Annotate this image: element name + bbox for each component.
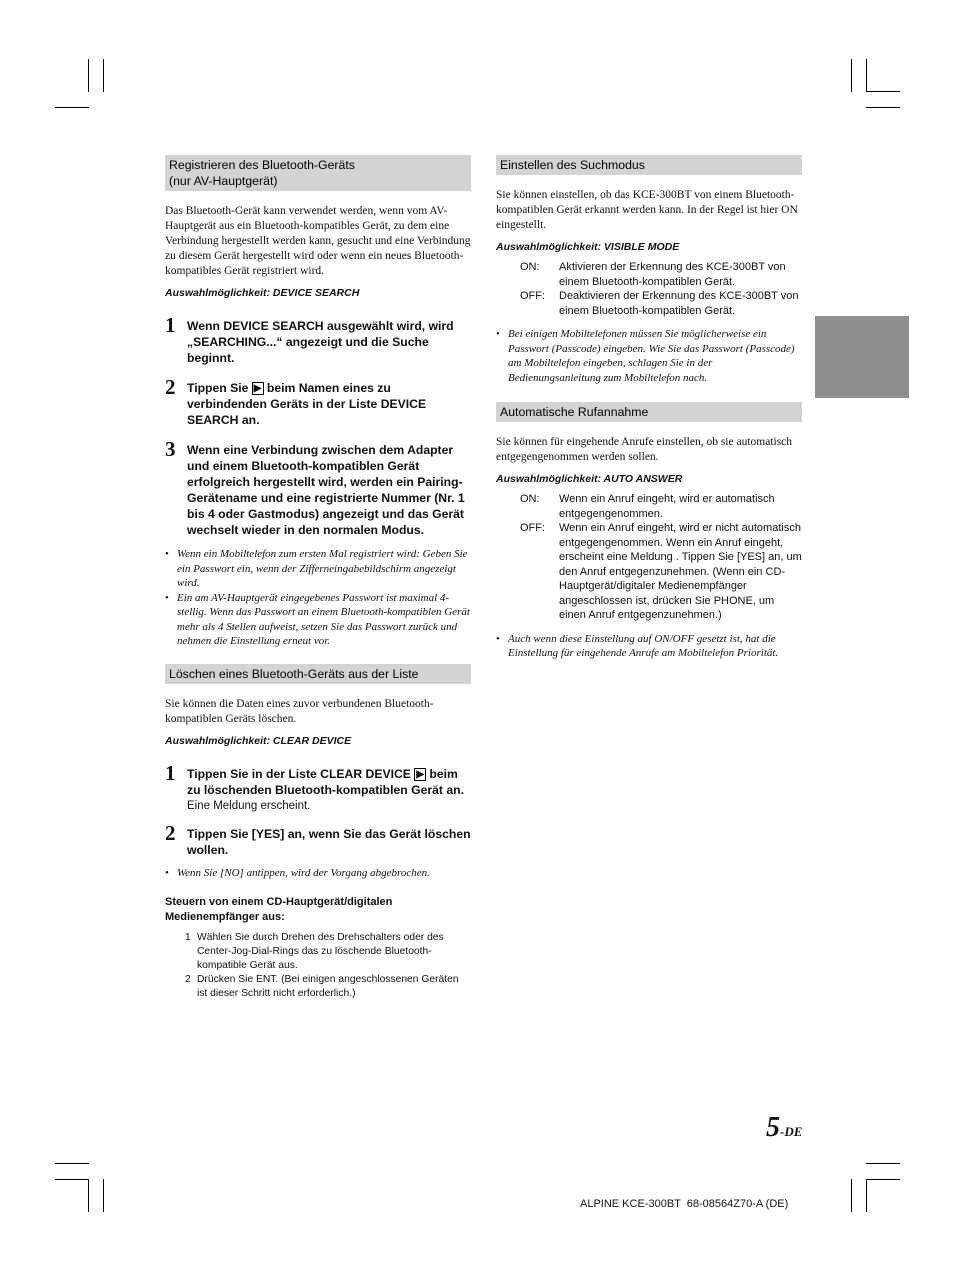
crop-mark bbox=[866, 1179, 867, 1212]
delete-step-2: 2 Tippen Sie [YES] an, wenn Sie das Gerät löschen wollen. bbox=[165, 820, 471, 857]
crop-mark bbox=[866, 1179, 900, 1180]
crop-mark bbox=[55, 1163, 89, 1164]
chapter-tab bbox=[815, 316, 909, 398]
section-heading-search-mode: Einstellen des Suchmodus bbox=[496, 155, 802, 175]
note-item: • Bei einigen Mobiltelefonen müssen Sie möglicherweise ein Passwort (Passcode) eingeben. Wie Sie das Passwort (Passcode) am Mobiltelefon eingeben, schlagen Sie in der Bedienungsanleitung zum Mobiltelefon nach. bbox=[496, 328, 795, 384]
step-1: 1 Wenn DEVICE SEARCH ausgewählt wird, wird „SEARCHING...“ angezeigt und die Suche beginnt. bbox=[165, 313, 454, 365]
crop-mark bbox=[55, 107, 89, 108]
play-button-icon: ▶ bbox=[416, 768, 425, 780]
option-device-search: Auswahlmöglichkeit: DEVICE SEARCH bbox=[165, 287, 360, 299]
visible-off: OFF: Deaktivieren der Erkennung des KCE-300BT von einem Bluetooth-kompatiblen Gerät. bbox=[520, 290, 799, 317]
cd-step-2: 2 Drücken Sie ENT. (Bei einigen angeschlossenen Geräten ist dieser Schritt nicht erforderlich.) bbox=[185, 974, 459, 999]
delete-step-1: 1 Tippen Sie in der Liste CLEAR DEVICE ▶ beim zu löschenden Bluetooth-kompatiblen Gerät an. Eine Meldung erscheint. bbox=[165, 760, 464, 812]
crop-mark bbox=[88, 1179, 89, 1212]
section-heading-register: Registrieren des Bluetooth-Geräts (nur AV-Hauptgerät) bbox=[165, 155, 471, 191]
register-intro: Das Bluetooth-Gerät kann verwendet werden, wenn vom AV-Hauptgerät aus ein Bluetooth-kompatibles Gerät, zu dem eine Verbindung hergestellt werden kann, gesucht und eine Verbindung zu diesem Gerät hergestellt wird oder wenn ein neues Bluetooth-kompatibles Gerät registriert wird. bbox=[165, 205, 471, 277]
page-number: 5-DE bbox=[766, 1112, 803, 1143]
crop-mark bbox=[866, 1163, 900, 1164]
crop-mark bbox=[866, 107, 900, 108]
auto-answer-intro: Sie können für eingehende Anrufe einstellen, ob sie automatisch entgegengenommen werden sollen. bbox=[496, 436, 793, 463]
cd-heading: Steuern von einem CD-Hauptgerät/digitalen Medienempfänger aus: bbox=[165, 896, 393, 923]
option-clear-device: Auswahlmöglichkeit: CLEAR DEVICE bbox=[165, 734, 352, 747]
section-heading-delete: Löschen eines Bluetooth-Geräts aus der Liste bbox=[165, 664, 471, 684]
crop-mark bbox=[88, 59, 89, 92]
note-item: • Ein am AV-Hauptgerät eingegebenes Passwort ist maximal 4-stellig. Wenn das Passwort an einem Bluetooth-kompatiblen Gerät mehr als 4 Stellen aufweist, setzen Sie das Passwort zurück und nehmen die Einstellung erneut vor. bbox=[165, 591, 470, 647]
left-column bbox=[165, 155, 471, 1001]
delete-intro: Sie können die Daten eines zuvor verbundenen Bluetooth-kompatiblen Geräts löschen. bbox=[165, 697, 434, 725]
auto-off: OFF: Wenn ein Anruf eingeht, wird er nicht automatisch entgegengenommen. Wenn ein Anruf eingeht, erscheint eine Meldung . Tippen Sie [YES] an, um den Anruf entgegenzunehmen. (Wenn ein CD-Hauptgerät/digitaler Medienempfänger angeschlossen ist, drücken Sie PHONE, um einen Anruf entgegenzunehmen.) bbox=[520, 522, 802, 621]
auto-on: ON: Wenn ein Anruf eingeht, wird er automatisch entgegengenommen. bbox=[520, 493, 775, 520]
right-column bbox=[496, 155, 802, 661]
crop-mark bbox=[851, 1179, 852, 1212]
crop-mark bbox=[103, 1179, 104, 1212]
crop-mark bbox=[55, 1179, 89, 1180]
step-3: 3 Wenn eine Verbindung zwischen dem Adapter und einem Bluetooth-kompatiblen Gerät erfolgreich hergestellt wird, werden ein Pairing-Gerätename und eine registrierte Nummer (Nr. 1 bis 4 oder Gastmodus) angezeigt und das Gerät wechselt wieder in den normalen Modus. bbox=[165, 437, 465, 537]
section-heading-auto-answer: Automatische Rufannahme bbox=[496, 402, 802, 422]
note-item: • Wenn Sie [NO] antippen, wird der Vorgang abgebrochen. bbox=[165, 866, 430, 879]
option-visible-mode: Auswahlmöglichkeit: VISIBLE MODE bbox=[496, 241, 680, 253]
footer-code: ALPINE KCE-300BT 68-08564Z70-A (DE) bbox=[580, 1198, 789, 1210]
note-item: • Wenn ein Mobiltelefon zum ersten Mal registriert wird: Geben Sie ein Passwort ein, wenn der Zifferneingabebildschirm angezeigt wird. bbox=[165, 548, 468, 589]
visible-on: ON: Aktivieren der Erkennung des KCE-300BT von einem Bluetooth-kompatiblen Gerät. bbox=[520, 261, 786, 288]
cd-step-1: 1 Wählen Sie durch Drehen des Drehschalters oder des Center-Jog-Dial-Rings das zu löschende Bluetooth-kompatible Gerät aus. bbox=[185, 932, 444, 971]
search-mode-intro: Sie können einstellen, ob das KCE-300BT von einem Bluetooth-kompatiblen Gerät erkannt werden kann. In der Regel ist hier ON eingestellt. bbox=[496, 189, 798, 231]
note-item: • Auch wenn diese Einstellung auf ON/OFF gesetzt ist, hat die Einstellung für eingehende Anrufe am Mobiltelefon Priorität. bbox=[496, 632, 779, 659]
option-auto-answer: Auswahlmöglichkeit: AUTO ANSWER bbox=[496, 473, 683, 485]
step-2: 2 Tippen Sie ▶ beim Namen eines zu verbindenden Geräts in der Liste DEVICE SEARCH an. bbox=[165, 375, 427, 427]
crop-mark bbox=[851, 59, 852, 92]
crop-mark bbox=[866, 59, 867, 92]
crop-mark bbox=[866, 91, 900, 92]
crop-mark bbox=[103, 59, 104, 92]
play-button-icon: ▶ bbox=[253, 383, 262, 394]
